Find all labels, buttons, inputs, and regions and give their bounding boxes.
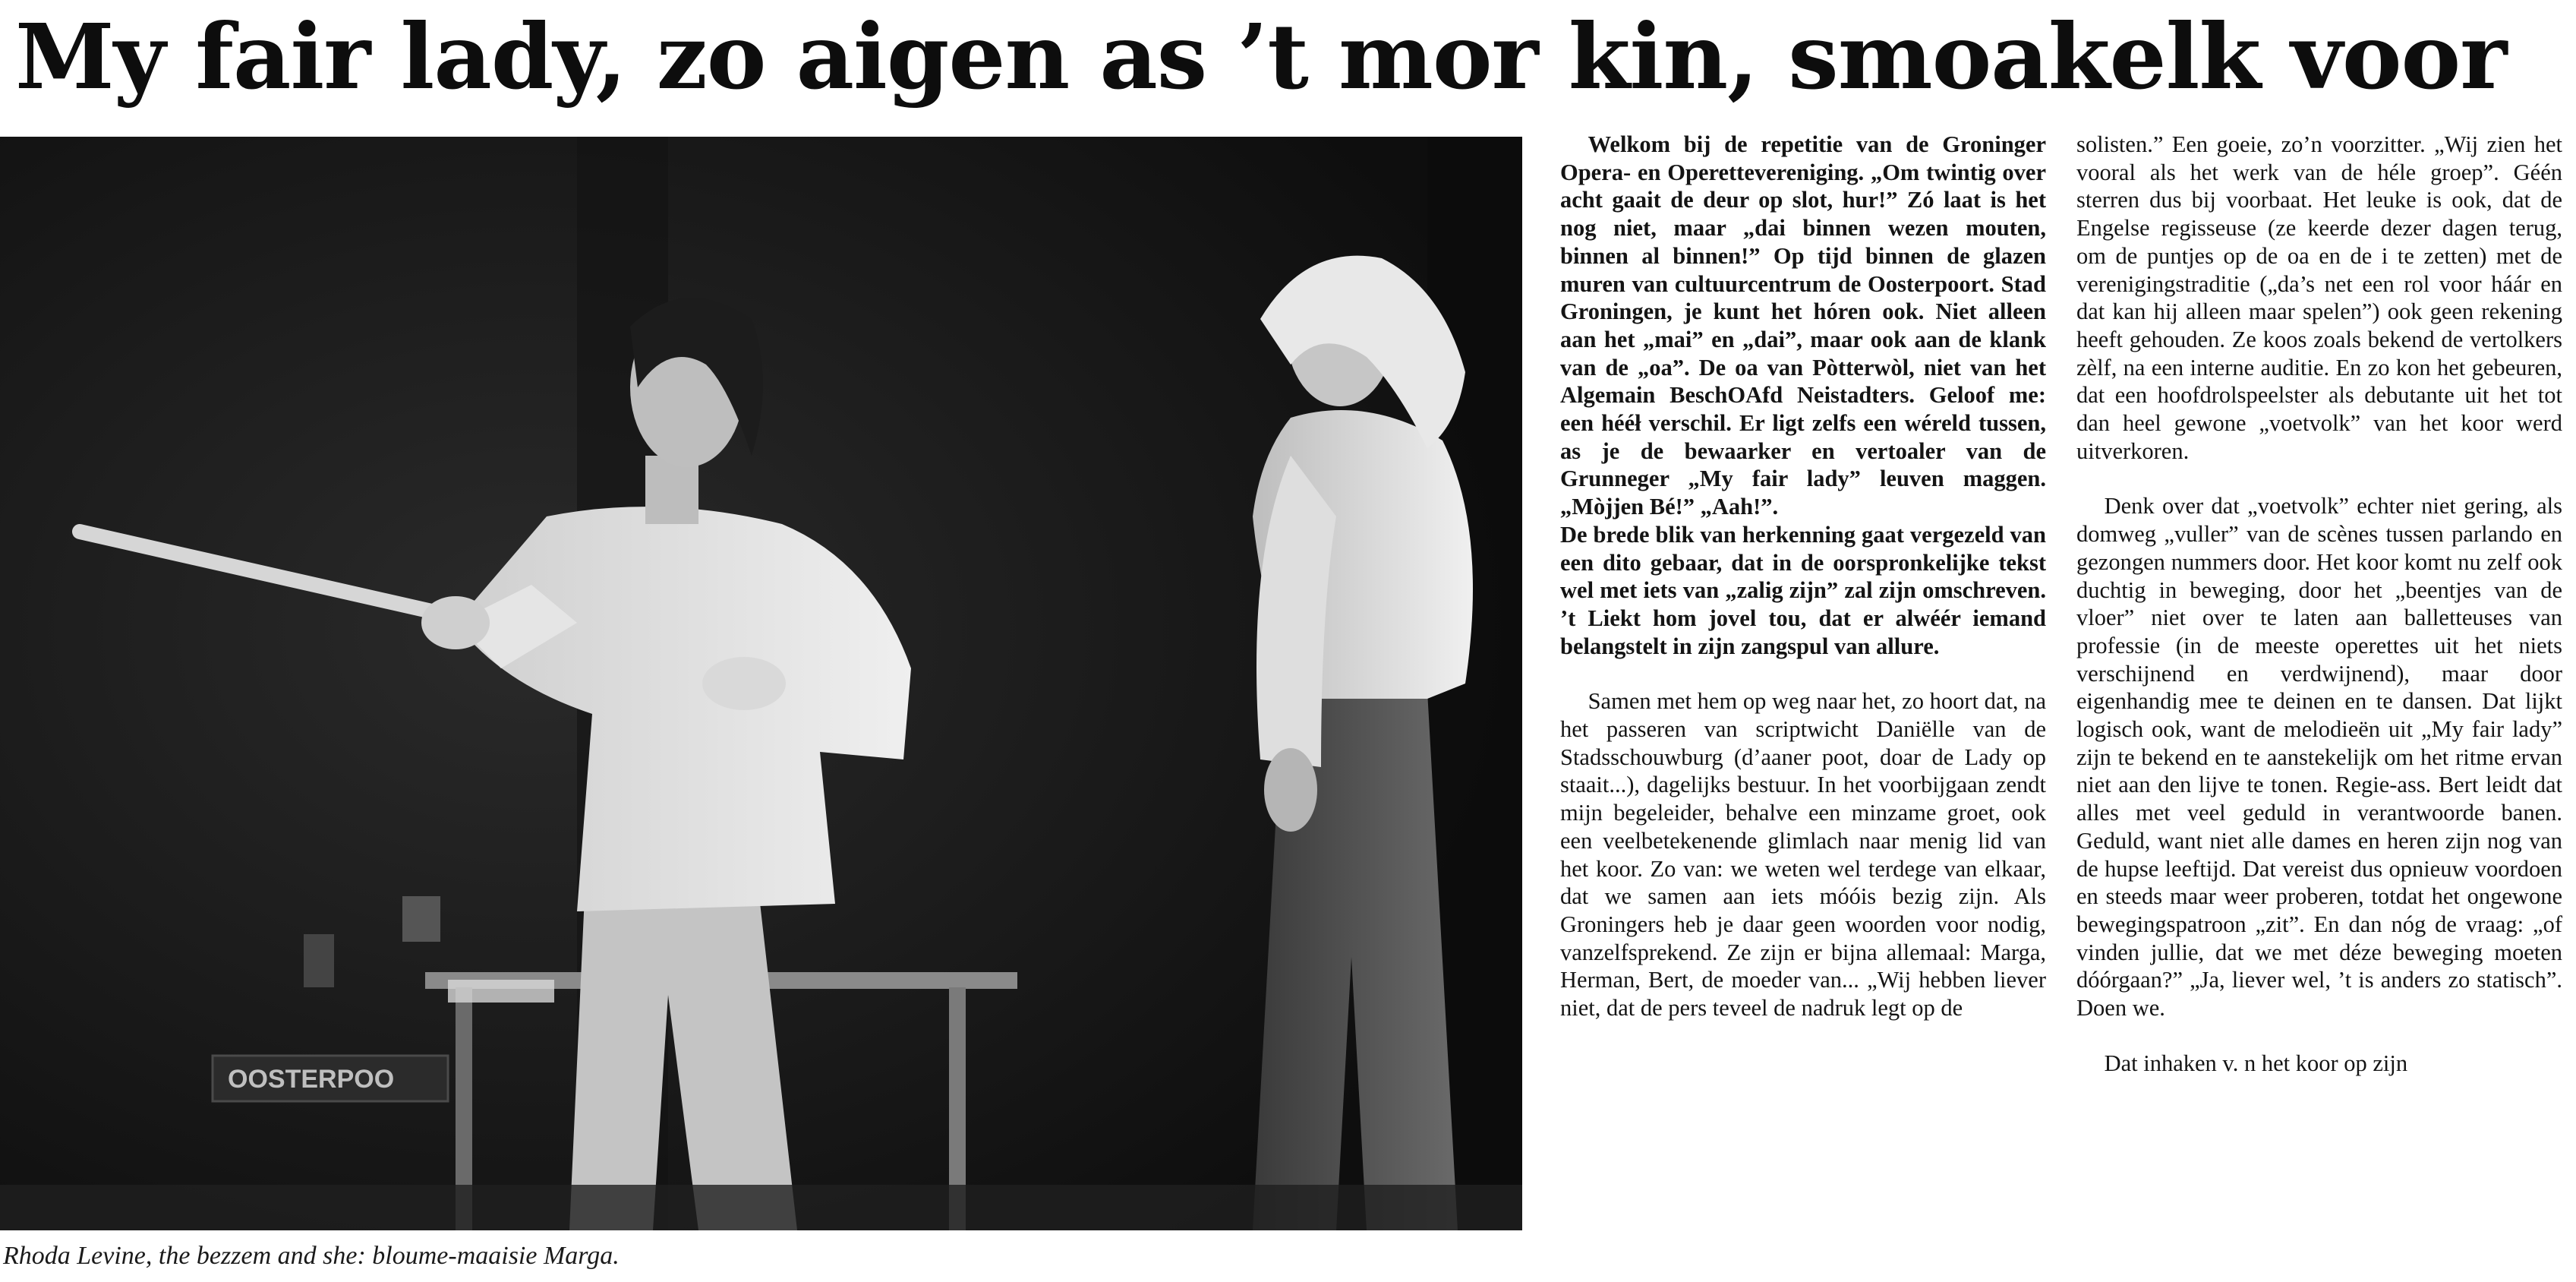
newspaper-photo — [0, 137, 1522, 1230]
article-column-2 — [2076, 131, 2562, 1277]
article-paragraph: solisten.” Een goeie, zo’n voorzitter. „Wij zien het vooral als het werk van de héle groep”. Géén sterren dus bij voorbaat. Het leuke is ook, dat de Engelse regisseuse (ze keerde dezer dagen terug, om de puntjes op de oa en de i te zetten) met de verenigingstraditie („da’s net een rol voor háár en dat kan hij alleen maar spelen”) ook geen rekening heeft gehouden. Ze koos zoals bekend de vertolkers zèlf, na een interne auditie. En zo kon het gebeuren, dat een hoofdrolspeelster als debutante uit het tot dan heel gewone „voetvolk” van het koor werd uitverkoren. — [2076, 131, 2562, 464]
article-intro: Welkom bij de repetitie van de Groninger Opera- en Operettevereniging. „Om twintig over acht gaait de deur op slot, hur!” Zó laat is het nog niet, maar „dai binnen wezen mouten, binnen al binnen!” Op tijd binnen de glazen muren van cultuurcentrum de Oosterpoort. Stad Groningen, je kunt het hóren ook. Niet alleen aan het „mai” en „dai”, maar ook aan de klank van de „oa”. De oa van Pòtterwòl, niet van het Algemain BeschOAfd Neistadters. Geloof me: een hééł verschil. Er ligt zelfs een wéreld tussen, as je de bewaarker en vertoaler van de Grunneger „My fair lady” leuven maggen. „Mòjjen Bé!” „Aah!”. — [1560, 131, 2046, 520]
sign-text: OOSTERPOO — [228, 1065, 395, 1094]
article-paragraph: Denk over dat „voetvolk” echter niet gering, als domweg „vuller” van de scènes tussen parlando en gezongen nummers door. Het koor komt nu zelf ook duchtig in beweging, door het „beentjes van de vloer” niet over te laten aan balletteuses van professie (in de meeste operettes uit het niets verschijnend en verdwijnend), maar door eigenhandig mee te deinen en te dansen. Dat lijkt logisch ook, want de melodieën uit „My fair lady” zijn te bekend en te aanstekelijk om het ritme ervan niet aan den lijve te tonen. Regie-ass. Bert leidt dat alles met veel geduld in verantwoorde banen. Geduld, want niet alle dames en heren zijn nog van de hupse leeftijd. Dat vereist dus opnieuw voordoen en steeds maar weer proberen, totdat het ongewone bewegingspatroon „zit”. En dan nóg de vraag: „of vinden jullie, dat we met déze beweging moeten dóórgaan?” „Ja, liever wel, ’t is anders zo statisch”. Doen we. — [2076, 493, 2562, 1021]
article-paragraph: Dat inhaken v. n het koor op zijn — [2104, 1050, 2408, 1076]
article-paragraph: De brede blik van herkenning gaat vergezeld van een dito gebaar, dat in de oorspronkelijke tekst wel met iets van „zalig zijn” zal zijn omschreven. ’t Liekt hom jovel tou, dat er alwéér iemand belangstelt in zijn zangspul van allure. — [1560, 521, 2046, 659]
photo-caption: Rhoda Levine, the bezzem and she: bloume-maaisie Marga. — [3, 1242, 620, 1270]
headline: My fair lady, zo aigen as ’t mor kin, smoakelk voor — [15, 4, 2507, 109]
article-column-1 — [1560, 131, 2046, 1277]
article-paragraph: Samen met hem op weg naar het, zo hoort dat, na het passeren van scriptwicht Daniëlle van de Stadsschouwburg (d’aaner poot, doar de Lady op staait...), dagelijks bestuur. In het voorbijgaan zendt mijn begeleider, behalve een minzame groet, ook een veelbetekenende glimlach naar menig lid van het koor. Zo van: we weten wel terdege van elkaar, dat we samen aan iets móóis bezig zijn. Als Groningers heb je daar geen woorden voor nodig, vanzelfsprekend. Ze zijn er bijna allemaal: Marga, Herman, Bert, de moeder van... „Wij hebben liever niet, dat de pers teveel de nadruk legt op de — [1560, 688, 2046, 1021]
